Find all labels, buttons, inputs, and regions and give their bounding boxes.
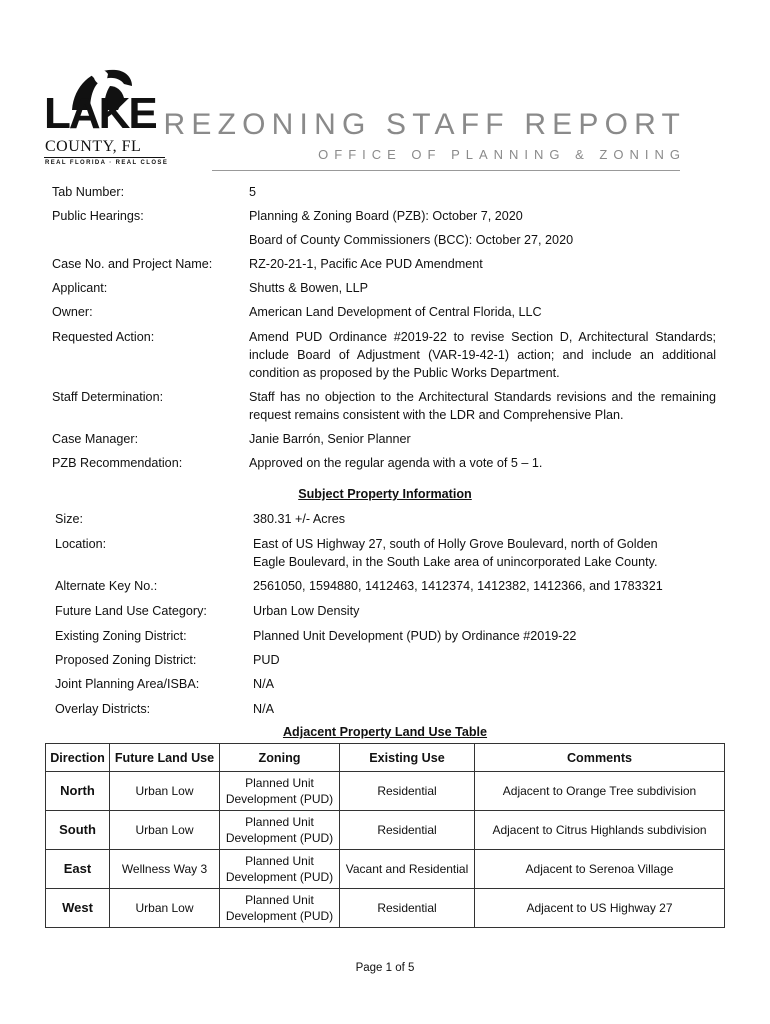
table-cell: Planned Unit Development (PUD) [220,772,340,811]
field-value: N/A [253,677,274,691]
table-cell: Adjacent to Serenoa Village [475,850,725,889]
table-cell: North [46,772,110,811]
logo-rule [44,157,165,158]
field-value: Approved on the regular agenda with a vote of 5 – 1. [249,456,543,470]
field-value: RZ-20-21-1, Pacific Ace PUD Amendment [249,257,483,271]
field-label: Requested Action: [52,330,155,344]
field-value: East of US Highway 27, south of Holly Grove Boulevard, north of Golden Eagle Boulevard, in the South Lake area of unincorporated Lake County. [253,537,658,569]
field-value: Janie Barrón, Senior Planner [249,432,411,446]
column-header: Zoning [220,744,340,772]
table-row [46,889,725,928]
field-label: Joint Planning Area/ISBA: [55,677,200,691]
field-label: PZB Recommendation: [52,456,183,470]
field-label: Case No. and Project Name: [52,257,213,271]
column-header: Future Land Use [110,744,220,772]
report-title: REZONING STAFF REPORT [163,108,686,141]
table-cell: Adjacent to Orange Tree subdivision [475,772,725,811]
field-value: Shutts & Bowen, LLP [249,281,369,295]
field-label: Owner: [52,305,93,319]
field-value: 2561050, 1594880, 1412463, 1412374, 1412382, 1412366, and 1783321 [253,579,663,593]
table-cell: Urban Low [110,889,220,928]
table-cell: East [46,850,110,889]
column-header: Comments [475,744,725,772]
field-value: Urban Low Density [253,604,360,618]
table-cell: Vacant and Residential [340,850,475,889]
field-label: Applicant: [52,281,108,295]
field-value: Staff has no objection to the Architectural Standards revisions and the remaining request remains consistent with the LDR and Comprehensive Plan. [249,390,716,422]
table-cell: Planned Unit Development (PUD) [220,889,340,928]
table-cell: Residential [340,811,475,850]
table-row [46,811,725,850]
table-cell: Planned Unit Development (PUD) [220,850,340,889]
field-label: Case Manager: [52,432,139,446]
field-label: Overlay Districts: [55,702,151,716]
adjacent-land-use-table [45,743,725,928]
field-value: 380.31 +/- Acres [253,512,346,526]
field-value: N/A [253,702,274,716]
field-label: Public Hearings: [52,209,144,223]
table-cell: Planned Unit Development (PUD) [220,811,340,850]
subject-property-heading: Subject Property Information [298,487,472,501]
field-value: PUD [253,653,280,667]
field-value: Board of County Commissioners (BCC): October 27, 2020 [249,233,574,247]
table-row [46,772,725,811]
field-label: Location: [55,537,107,551]
field-value: Amend PUD Ordinance #2019-22 to revise Section D, Architectural Standards; include Board of Adjustment (VAR-19-42-1) action; and include an additional condition as proposed by the Public Works Department. [249,330,716,380]
field-value: Planning & Zoning Board (PZB): October 7, 2020 [249,209,523,223]
table-header-row [46,744,725,772]
logo-lake-text: LAKE [44,89,156,138]
table-cell: Residential [340,889,475,928]
lake-county-logo [44,64,170,172]
field-value: 5 [249,185,257,199]
logo-tagline: REAL FLORIDA · REAL CLOSE [45,160,169,166]
field-label: Future Land Use Category: [55,604,207,618]
field-label: Existing Zoning District: [55,629,187,643]
column-header: Existing Use [340,744,475,772]
table-cell: South [46,811,110,850]
report-subtitle: OFFICE OF PLANNING & ZONING [318,147,686,162]
table-cell: Residential [340,772,475,811]
logo-county-text: COUNTY, FL [45,138,142,155]
table-row [46,850,725,889]
table-cell: Urban Low [110,772,220,811]
field-label: Proposed Zoning District: [55,653,197,667]
page-number: Page 1 of 5 [355,962,415,974]
field-label: Tab Number: [52,185,125,199]
table-cell: Adjacent to US Highway 27 [475,889,725,928]
header-divider [212,170,680,171]
table-cell: Adjacent to Citrus Highlands subdivision [475,811,725,850]
field-label: Staff Determination: [52,390,164,404]
table-cell: Wellness Way 3 [110,850,220,889]
field-label: Alternate Key No.: [55,579,158,593]
field-value: American Land Development of Central Florida, LLC [249,305,542,319]
field-label: Size: [55,512,83,526]
field-value: Planned Unit Development (PUD) by Ordinance #2019-22 [253,629,577,643]
adjacent-table-heading: Adjacent Property Land Use Table [282,725,488,739]
column-header: Direction [46,744,110,772]
table-cell: Urban Low [110,811,220,850]
table-cell: West [46,889,110,928]
